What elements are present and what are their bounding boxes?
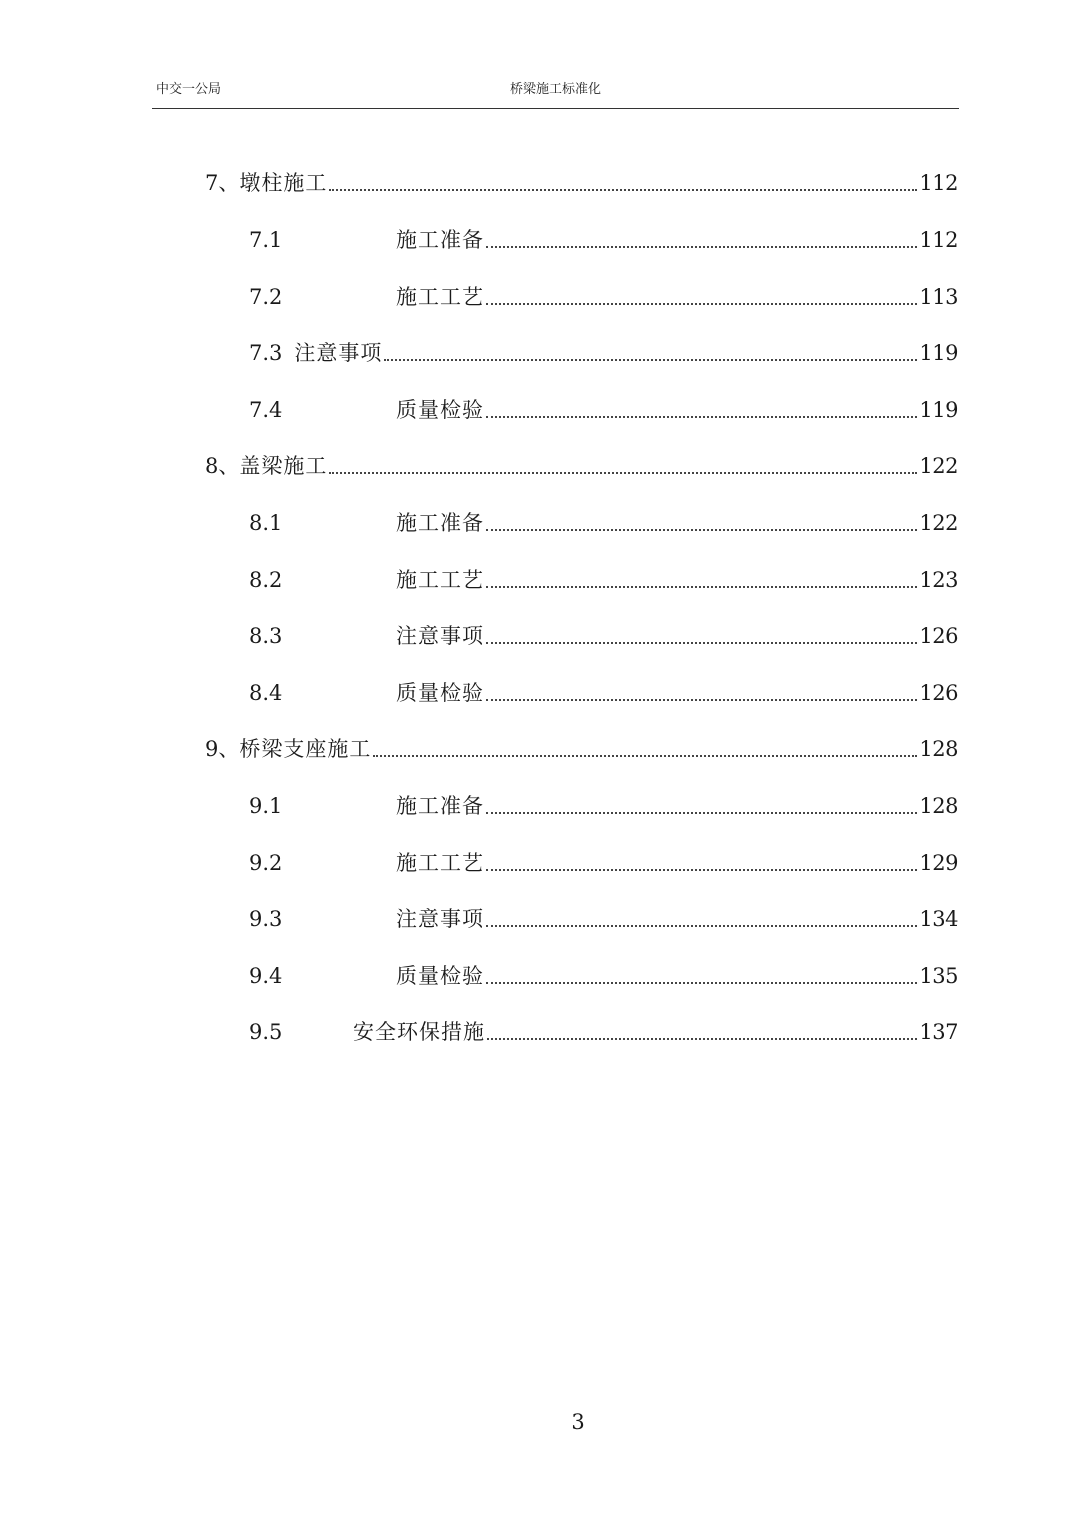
toc-title: 施工准备 [396, 794, 484, 818]
toc-title: 施工工艺 [396, 568, 484, 592]
toc-leader-dots [487, 1038, 917, 1040]
toc-entry-7-1[interactable] [249, 223, 958, 253]
toc-leader-dots [486, 925, 917, 927]
toc-title: 注意事项 [396, 624, 484, 648]
toc-page-number: 122 [919, 511, 958, 535]
toc-number: 9.3 [249, 907, 283, 931]
toc-page-number: 112 [919, 228, 958, 252]
toc-entry-9-3[interactable] [249, 902, 958, 932]
toc-leader-dots [486, 303, 917, 305]
toc-title: 施工准备 [396, 228, 484, 252]
toc-page-number: 126 [919, 681, 958, 705]
toc-page-number: 119 [919, 398, 958, 422]
toc-number: 9.2 [249, 851, 283, 875]
toc-number: 7.4 [249, 398, 283, 422]
toc-page-number: 126 [919, 624, 958, 648]
toc-number: 8.4 [249, 681, 283, 705]
toc-number: 7.3 [249, 341, 283, 365]
toc-title: 质量检验 [396, 681, 484, 705]
toc-title: 质量检验 [396, 964, 484, 988]
toc-title: 墩柱施工 [239, 171, 328, 195]
toc-number: 7、 [205, 171, 240, 195]
header-organization: 中交一公局 [156, 82, 222, 97]
toc-entry-7[interactable] [205, 166, 958, 196]
toc-leader-dots [486, 529, 917, 531]
page-number: 3 [571, 1410, 585, 1434]
toc-number: 8、 [205, 454, 240, 478]
toc-page-number: 112 [919, 171, 958, 195]
header-document-title: 桥梁施工标准化 [510, 82, 602, 97]
toc-entry-7-2[interactable] [249, 280, 958, 310]
toc-leader-dots [486, 869, 917, 871]
toc-title: 质量检验 [396, 398, 484, 422]
toc-leader-dots [384, 359, 917, 361]
toc-page-number: 122 [919, 454, 958, 478]
toc-leader-dots [373, 755, 917, 757]
toc-leader-dots [486, 416, 917, 418]
toc-entry-7-4[interactable] [249, 393, 958, 423]
toc-number: 9.5 [249, 1020, 283, 1044]
toc-page-number: 135 [919, 964, 958, 988]
toc-page-number: 129 [919, 851, 958, 875]
toc-entry-8[interactable] [205, 449, 958, 479]
toc-entry-8-4[interactable] [249, 676, 958, 706]
toc-page-number: 113 [919, 285, 958, 309]
toc-title: 施工工艺 [396, 851, 484, 875]
toc-entry-8-3[interactable] [249, 619, 958, 649]
toc-title: 施工工艺 [396, 285, 484, 309]
toc-leader-dots [486, 586, 917, 588]
toc-leader-dots [486, 982, 917, 984]
toc-entry-9-1[interactable] [249, 789, 958, 819]
toc-title: 桥梁支座施工 [239, 737, 372, 761]
toc-number: 9.4 [249, 964, 283, 988]
toc-entry-9[interactable] [205, 732, 958, 762]
toc-entry-8-2[interactable] [249, 563, 958, 593]
toc-title: 注意事项 [396, 907, 484, 931]
toc-entry-9-2[interactable] [249, 846, 958, 876]
toc-number: 8.1 [249, 511, 283, 535]
toc-entry-7-3[interactable] [249, 336, 958, 366]
toc-title: 施工准备 [396, 511, 484, 535]
toc-page-number: 128 [919, 794, 958, 818]
toc-leader-dots [486, 812, 917, 814]
toc-page-number: 137 [919, 1020, 958, 1044]
toc-title: 安全环保措施 [353, 1020, 485, 1044]
toc-entry-8-1[interactable] [249, 506, 958, 536]
toc-number: 8.2 [249, 568, 283, 592]
toc-leader-dots [486, 699, 917, 701]
toc-page-number: 119 [919, 341, 958, 365]
toc-leader-dots [329, 189, 917, 191]
toc-entry-9-4[interactable] [249, 959, 958, 989]
toc-leader-dots [486, 642, 917, 644]
toc-leader-dots [329, 472, 917, 474]
toc-page-number: 134 [919, 907, 958, 931]
toc-number: 9、 [205, 737, 240, 761]
toc-page-number: 128 [919, 737, 958, 761]
toc-number: 8.3 [249, 624, 283, 648]
toc-title: 盖梁施工 [239, 454, 328, 478]
toc-number: 9.1 [249, 794, 283, 818]
toc-entry-9-5[interactable] [249, 1015, 958, 1045]
toc-number: 7.2 [249, 285, 283, 309]
toc-number: 7.1 [249, 228, 283, 252]
toc-page-number: 123 [919, 568, 958, 592]
toc-title: 注意事项 [294, 341, 383, 365]
toc-leader-dots [486, 246, 917, 248]
